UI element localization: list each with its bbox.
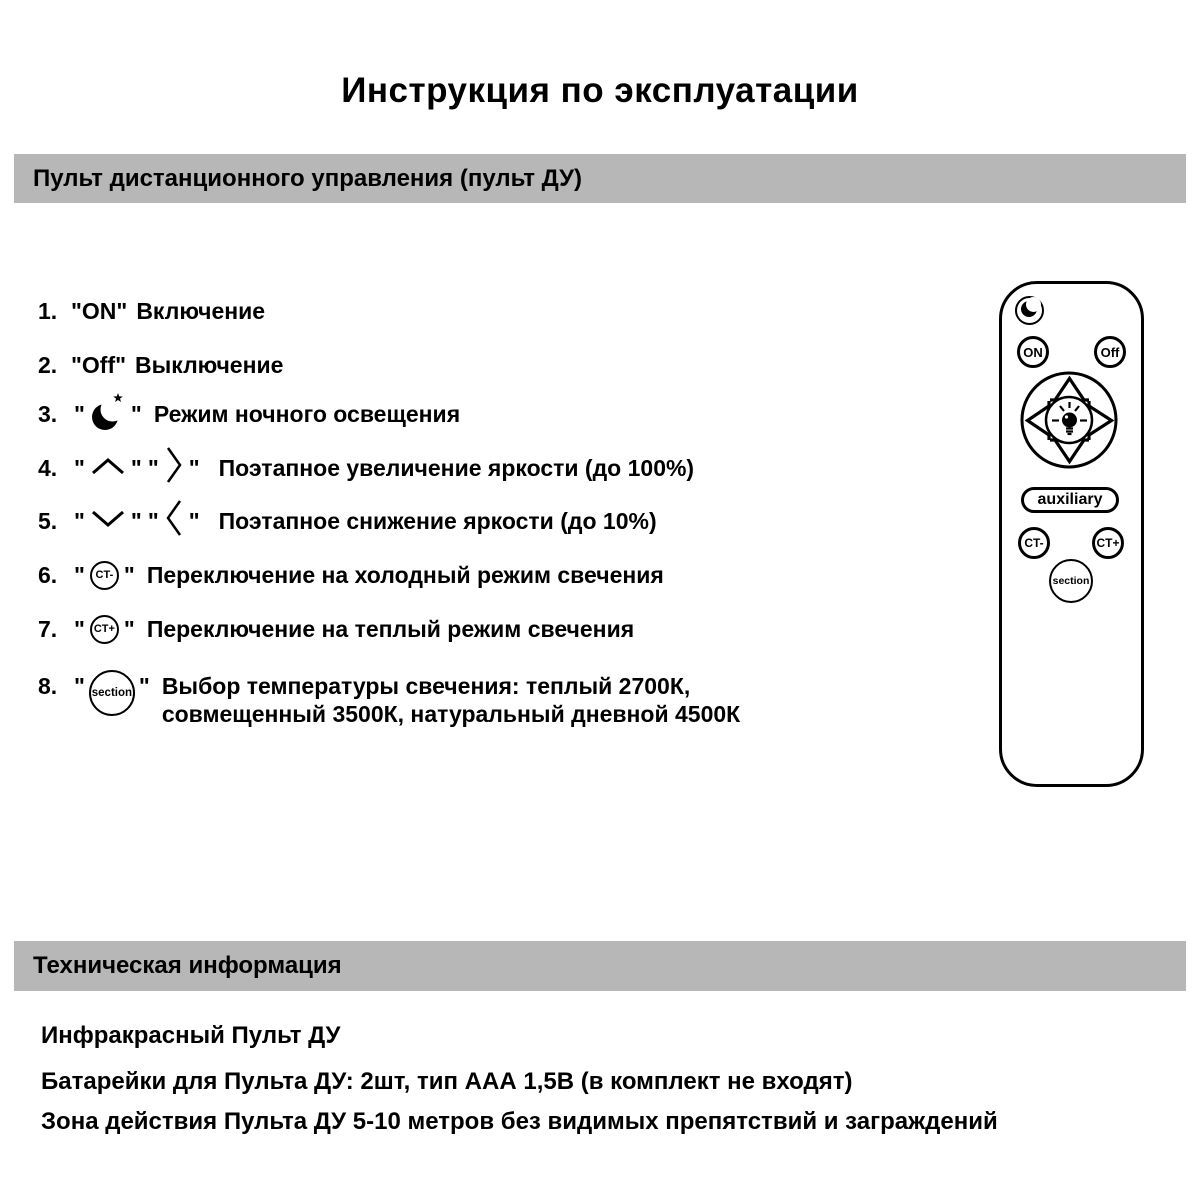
quote-mark: " <box>123 561 135 588</box>
ct-minus-button-icon <box>90 561 119 590</box>
instruction-item-brightness-up <box>38 446 694 490</box>
ct-plus-button-icon <box>90 615 119 644</box>
quote-mark: " <box>130 454 142 481</box>
quote-mark: " <box>74 507 85 534</box>
item-text: Выключение <box>135 351 284 378</box>
angle-bracket-left-icon <box>164 498 184 544</box>
ct-minus-label: CT- <box>95 569 114 581</box>
remote-off-button <box>1094 336 1126 368</box>
remote-off-label: Off <box>1100 344 1120 360</box>
section-heading-tech <box>14 941 1186 991</box>
remote-section-label: section <box>1052 575 1090 587</box>
item-number: 5. <box>38 507 58 534</box>
page-title: Инструкция по эксплуатации <box>341 71 859 110</box>
item-number: 8. <box>38 673 58 699</box>
section-heading-remote-label: Пульт дистанционного управления (пульт ДУ) <box>33 164 582 192</box>
item-number: 4. <box>38 454 58 481</box>
remote-ct-minus-label: CT- <box>1024 536 1044 550</box>
off-button-label: "Off" <box>71 351 127 378</box>
quote-mark: " <box>188 454 200 481</box>
section-heading-remote <box>14 154 1186 203</box>
item-number: 2. <box>38 351 58 378</box>
item-number: 7. <box>38 615 58 642</box>
item-number: 1. <box>38 297 58 324</box>
instruction-item-on <box>38 293 265 329</box>
item-text-line-2: совмещенный 3500К, натуральный дневной 4500К <box>161 701 741 727</box>
remote-control-illustration <box>999 281 1144 787</box>
instruction-item-cold-mode <box>38 553 664 597</box>
quote-mark: " <box>147 454 159 481</box>
quote-mark: " <box>130 507 142 534</box>
ct-plus-label: CT+ <box>93 623 115 635</box>
item-number: 3. <box>38 400 58 427</box>
quote-mark: " <box>74 454 85 481</box>
remote-section-button <box>1049 559 1093 603</box>
item-text: Включение <box>136 297 266 324</box>
quote-mark: " <box>74 400 85 427</box>
crescent-moon-icon <box>1019 297 1041 324</box>
quote-mark: " <box>74 561 85 588</box>
light-bulb-icon <box>1052 402 1087 434</box>
section-heading-tech-label: Техническая информация <box>33 952 342 979</box>
remote-ct-minus-button <box>1018 527 1050 559</box>
instruction-item-color-temperature <box>38 668 740 728</box>
item-number: 6. <box>38 561 58 588</box>
remote-dpad <box>1019 370 1119 470</box>
quote-mark: " <box>138 673 150 699</box>
instruction-item-night-mode <box>38 392 460 436</box>
tech-info-line: Инфракрасный Пульт ДУ <box>41 1022 341 1049</box>
on-button-label: "ON" <box>71 297 128 324</box>
chevron-up-icon <box>90 455 126 482</box>
section-button-icon <box>89 670 135 716</box>
item-text: Переключение на холодный режим свечения <box>146 561 664 588</box>
item-text <box>162 672 740 728</box>
instruction-item-warm-mode <box>38 607 634 651</box>
remote-auxiliary-label: auxiliary <box>1037 491 1103 508</box>
remote-ct-plus-label: CT+ <box>1096 536 1120 550</box>
remote-on-label: ON <box>1023 344 1043 360</box>
tech-info-line: Зона действия Пульта ДУ 5-10 метров без видимых препятствий и заграждений <box>41 1108 998 1135</box>
instruction-item-off <box>38 347 283 383</box>
item-text: Поэтапное увеличение яркости (до 100%) <box>218 454 695 481</box>
quote-mark: " <box>74 615 85 642</box>
remote-auxiliary-button <box>1021 487 1119 513</box>
quote-mark: " <box>147 507 159 534</box>
quote-mark: " <box>74 673 85 699</box>
quote-mark: " <box>130 400 142 427</box>
quote-mark: " <box>188 507 200 534</box>
tech-info-line: Батарейки для Пульта ДУ: 2шт, тип ААА 1,5В (в комплект не входят) <box>41 1068 853 1095</box>
crescent-moon-with-star-icon <box>90 390 126 438</box>
section-label: section <box>91 687 133 699</box>
quote-mark: " <box>123 615 135 642</box>
night-mode-button <box>1015 296 1044 325</box>
item-text: Поэтапное снижение яркости (до 10%) <box>218 507 657 534</box>
remote-ct-plus-button <box>1092 527 1124 559</box>
angle-bracket-right-icon <box>164 445 184 491</box>
remote-on-button <box>1017 336 1049 368</box>
item-text: Режим ночного освещения <box>153 400 461 427</box>
item-text: Переключение на теплый режим свечения <box>146 615 635 642</box>
chevron-down-icon <box>90 508 126 535</box>
instruction-item-brightness-down <box>38 499 657 543</box>
item-text-line-1: Выбор температуры свечения: теплый 2700К, <box>161 673 691 699</box>
